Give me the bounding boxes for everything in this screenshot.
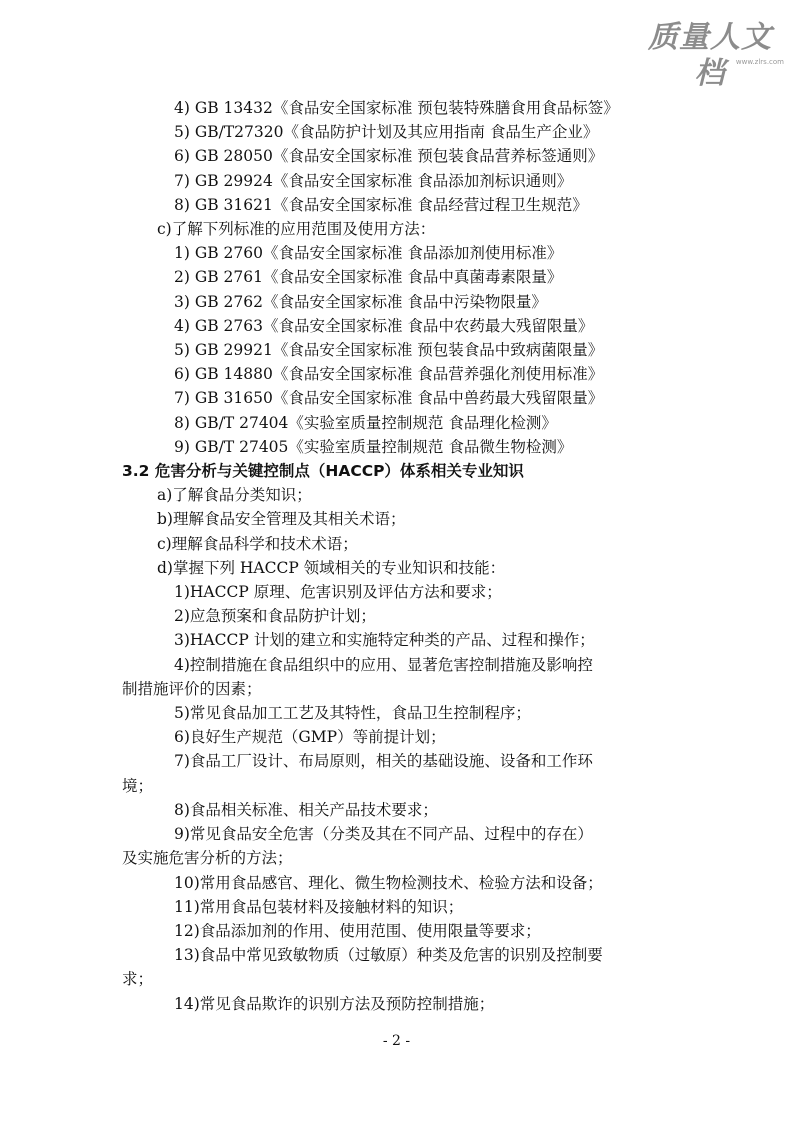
list-item: 7) GB 29924《食品安全国家标准 食品添加剂标识通则》 bbox=[174, 171, 573, 190]
list-item: 7) GB 31650《食品安全国家标准 食品中兽药最大残留限量》 bbox=[174, 389, 604, 408]
list-heading: c)理解食品科学和技术术语； bbox=[157, 534, 358, 553]
list-item: 6)良好生产规范（GMP）等前提计划； bbox=[174, 728, 446, 747]
list-item: 3)HACCP 计划的建立和实施特定种类的产品、过程和操作； bbox=[174, 631, 595, 650]
list-heading: a)了解食品分类知识； bbox=[157, 486, 312, 505]
list-item: 2) GB 2761《食品安全国家标准 食品中真菌毒素限量》 bbox=[174, 268, 563, 287]
list-item: 14)常见食品欺诈的识别方法及预防控制措施； bbox=[174, 994, 495, 1013]
logo-url: www.zlrs.com bbox=[735, 58, 784, 66]
list-item: 4)控制措施在食品组织中的应用、显著危害控制措施及影响控 bbox=[174, 655, 593, 674]
list-item: 13)食品中常见致敏物质（过敏原）种类及危害的识别及控制要 bbox=[174, 946, 603, 965]
list-item: 9) GB/T 27405《实验室质量控制规范 食品微生物检测》 bbox=[174, 437, 573, 456]
list-item: 6) GB 28050《食品安全国家标准 预包装食品营养标签通则》 bbox=[174, 147, 604, 166]
list-item: 8) GB/T 27404《实验室质量控制规范 食品理化检测》 bbox=[174, 413, 557, 432]
page-number: - 2 - bbox=[382, 1033, 411, 1049]
list-heading: c)了解下列标准的应用范围及使用方法： bbox=[157, 220, 436, 239]
list-heading: b)理解食品安全管理及其相关术语； bbox=[157, 510, 406, 529]
list-item: 1) GB 2760《食品安全国家标准 食品添加剂使用标准》 bbox=[174, 244, 563, 263]
list-item: 9)常见食品安全危害（分类及其在不同产品、过程中的存在） bbox=[174, 825, 593, 844]
list-item: 7)食品工厂设计、布局原则，相关的基础设施、设备和工作环 bbox=[174, 752, 593, 771]
document-body bbox=[0, 96, 793, 1016]
list-item: 6) GB 14880《食品安全国家标准 食品营养强化剂使用标准》 bbox=[174, 365, 604, 384]
list-item: 8)食品相关标准、相关产品技术要求； bbox=[174, 800, 438, 819]
list-heading: d)掌握下列 HACCP 领域相关的专业知识和技能： bbox=[157, 558, 506, 577]
section-heading: 3.2 危害分析与关键控制点（HACCP）体系相关专业知识 bbox=[122, 462, 524, 481]
list-item: 4) GB 2763《食品安全国家标准 食品中农药最大残留限量》 bbox=[174, 316, 594, 335]
watermark-logo bbox=[636, 20, 784, 91]
logo-text: 质量人文档 bbox=[648, 20, 772, 91]
list-item-continuation: 境； bbox=[122, 776, 154, 795]
list-item: 3) GB 2762《食品安全国家标准 食品中污染物限量》 bbox=[174, 292, 547, 311]
list-item: 4) GB 13432《食品安全国家标准 预包装特殊膳食用食品标签》 bbox=[174, 99, 619, 117]
list-item: 5) GB 29921《食品安全国家标准 预包装食品中致病菌限量》 bbox=[174, 341, 604, 360]
list-item: 5)常见食品加工工艺及其特性，食品卫生控制程序； bbox=[174, 704, 531, 723]
list-item: 2)应急预案和食品防护计划； bbox=[174, 607, 376, 626]
list-item: 8) GB 31621《食品安全国家标准 食品经营过程卫生规范》 bbox=[174, 195, 588, 214]
list-item: 5) GB/T27320《食品防护计划及其应用指南 食品生产企业》 bbox=[174, 123, 599, 142]
list-item-continuation: 制措施评价的因素； bbox=[122, 679, 262, 698]
list-item: 1)HACCP 原理、危害识别及评估方法和要求； bbox=[174, 583, 502, 602]
list-item-continuation: 求； bbox=[122, 970, 154, 989]
list-item: 12)食品添加剂的作用、使用范围、使用限量等要求； bbox=[174, 921, 541, 940]
list-item: 10)常用食品感官、理化、微生物检测技术、检验方法和设备； bbox=[174, 873, 603, 892]
list-item-continuation: 及实施危害分析的方法； bbox=[122, 849, 293, 868]
list-item: 11)常用食品包装材料及接触材料的知识； bbox=[174, 897, 464, 916]
